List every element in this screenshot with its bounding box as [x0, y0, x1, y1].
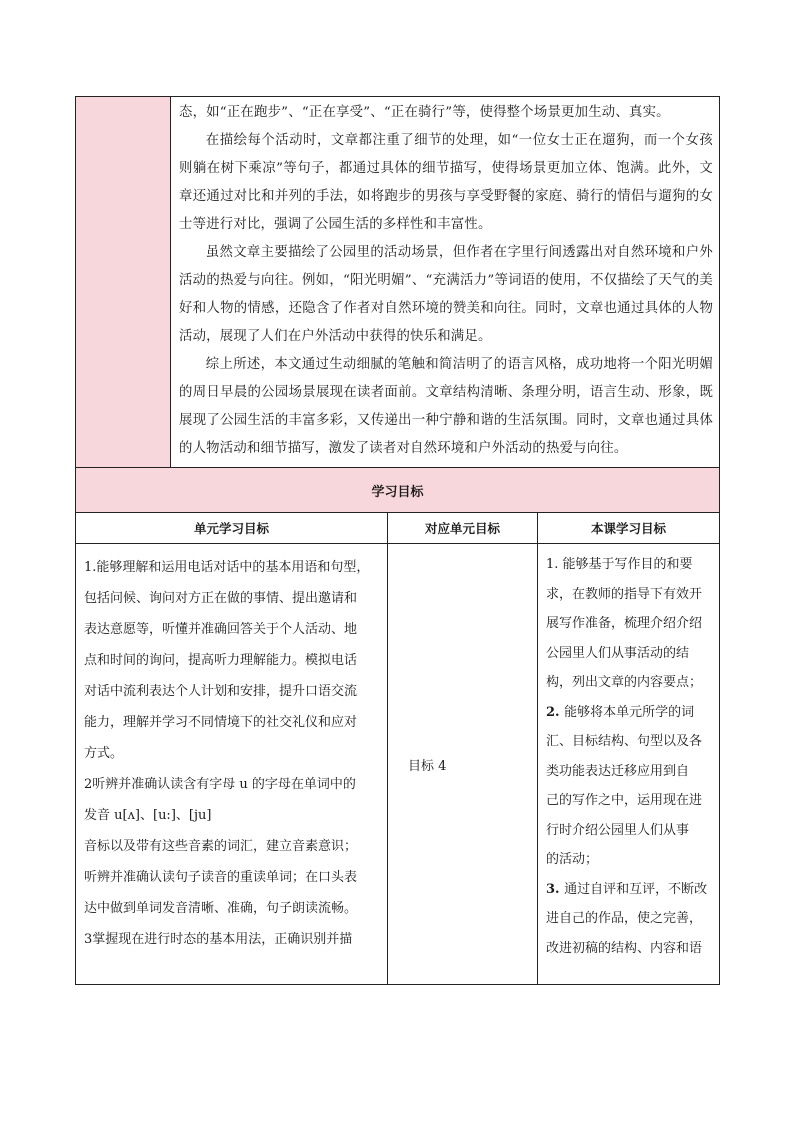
lesson-goal-text: 能够将本单元所学的词 — [564, 704, 695, 720]
unit-goal-line: 达中做到单词发音清晰、准确，句子朗读流畅。 — [84, 901, 358, 916]
lesson-goal-line — [546, 580, 713, 610]
header-lesson-goals: 本课学习目标 — [538, 513, 720, 544]
unit-goals-cell — [76, 544, 388, 985]
unit-goal-line: 音标以及带有这些音素的词汇，建立音素意识； — [84, 839, 358, 854]
lesson-goal-text: 构，列出文章的内容要点； — [546, 675, 703, 690]
lesson-goal-line — [546, 875, 713, 905]
lesson-goal-line — [546, 727, 713, 757]
lesson-goal-text: 进自己的作品，使之完善， — [546, 911, 703, 926]
section-header-row — [76, 468, 720, 513]
section-title: 学习目标 — [76, 468, 720, 513]
analysis-paragraph: 综上所述，本文通过生动细腻的笔触和简洁明了的语言风格，成功地将一个阳光明媚的周日早晨的公园场景展现在读者面前。文章结构清晰、条理分明，语言生动、形象，既展现了公园生活的丰富多彩，又传递出一种宁静和谐的生活氛围。同时，文章也通过具体的人物活动和细节描写，激发了读者对自然环境和户外活动的热爱与向往。 — [179, 357, 714, 456]
corresponding-goal-cell: 目标 4 — [388, 544, 538, 985]
row-label-cell — [76, 97, 171, 468]
lesson-goal-line — [546, 786, 713, 816]
lesson-goal-text: 己的写作之中，运用现在进 — [546, 793, 703, 808]
lesson-plan-table — [75, 96, 720, 985]
lesson-goal-number: 1. — [546, 557, 563, 572]
lesson-goal-line — [546, 757, 713, 787]
analysis-paragraph: 态，如“正在跑步”、“正在享受”、“正在骑行”等，使得整个场景更加生动、真实。 — [179, 105, 670, 120]
lesson-goal-line — [546, 934, 713, 964]
text-analysis-cell — [171, 97, 720, 468]
lesson-goal-text: 展写作准备，梳理介绍介绍 — [546, 616, 703, 631]
lesson-goal-line — [546, 550, 713, 580]
unit-goal-line: 包括问候、询问对方正在做的事情、提出邀请和 — [84, 591, 358, 606]
document-page — [75, 96, 719, 985]
unit-goal-line: 方式。 — [84, 746, 124, 761]
unit-goal-line: 对话中流利表达个人计划和安排，提升口语交流 — [84, 684, 358, 699]
unit-goal-line: 听辨并准确认读句子读音的重读单词；在口头表 — [84, 870, 358, 885]
lesson-goal-text: 改进初稿的结构、内容和语 — [546, 940, 703, 956]
lesson-goal-text: 通过自评和互评，不断改 — [564, 881, 708, 897]
lesson-goal-line — [546, 904, 713, 934]
analysis-paragraph: 虽然文章主要描绘了公园里的活动场景，但作者在字里行间透露出对自然环境和户外活动的热爱与向往。例如，“阳光明媚”、“充满活力”等词语的使用，不仅描绘了天气的美好和人物的情感，还隐含了作者对自然环境的赞美和向往。同时，文章也通过具体的人物活动，展现了人们在户外活动中获得的快乐和满足。 — [179, 245, 714, 344]
lesson-goal-text: 汇、目标结构、句型以及各 — [546, 734, 703, 749]
lesson-goal-line — [546, 845, 713, 875]
lesson-goal-line — [546, 698, 713, 728]
objectives-row — [76, 544, 720, 985]
analysis-row — [76, 97, 720, 468]
unit-goal-line: 点和时间的询问，提高听力理解能力。模拟电话 — [84, 653, 358, 668]
header-unit-goals: 单元学习目标 — [76, 513, 388, 544]
lesson-goal-text: 能够基于写作目的和要 — [562, 557, 693, 572]
lesson-goal-line — [546, 816, 713, 846]
phonetics-line: 发音 u[ʌ]、[u:]、[ju] — [84, 808, 212, 823]
column-header-row — [76, 513, 720, 544]
lesson-goal-text: 行时介绍公园里人们从事 — [546, 822, 690, 838]
lesson-goal-text: 公园里人们从事活动的结 — [546, 645, 690, 661]
lesson-goal-text: 类功能表达迁移应用到自 — [546, 763, 690, 779]
analysis-paragraph: 在描绘每个活动时，文章都注重了细节的处理，如“一位女士正在遛狗，而一个女孩则躺在树下乘凉”等句子，都通过具体的细节描写，使得场景更加立体、饱满。此外，文章还通过对比和并列的手法，如将跑步的男孩与享受野餐的家庭、骑行的情侣与遛狗的女士等进行对比，强调了公园生活的多样性和丰富性。 — [179, 133, 714, 232]
unit-goal-line: 2听辨并准确认读含有字母 u 的字母在单词中的 — [84, 777, 356, 792]
unit-goal-line: 能力，理解并学习不同情境下的社交礼仪和应对 — [84, 715, 358, 730]
lesson-goal-line — [546, 668, 713, 698]
lesson-goal-text: 的活动； — [546, 852, 599, 867]
unit-goal-line: 1.能够理解和运用电话对话中的基本用语和句型， — [84, 560, 370, 575]
lesson-goal-line — [546, 639, 713, 669]
lesson-goal-number: 3. — [546, 881, 565, 897]
lesson-goals-cell — [538, 544, 720, 985]
unit-goal-line: 表达意愿等，听懂并准确回答关于个人活动、地 — [84, 622, 358, 637]
header-corresponding-goal: 对应单元目标 — [388, 513, 538, 544]
lesson-goal-text: 求，在教师的指导下有效开 — [546, 586, 703, 602]
unit-goal-line: 3掌握现在进行时态的基本用法，正确识别并描 — [84, 932, 353, 947]
lesson-goal-number: 2. — [546, 704, 565, 720]
lesson-goals-list — [546, 550, 713, 963]
lesson-goal-line — [546, 609, 713, 639]
